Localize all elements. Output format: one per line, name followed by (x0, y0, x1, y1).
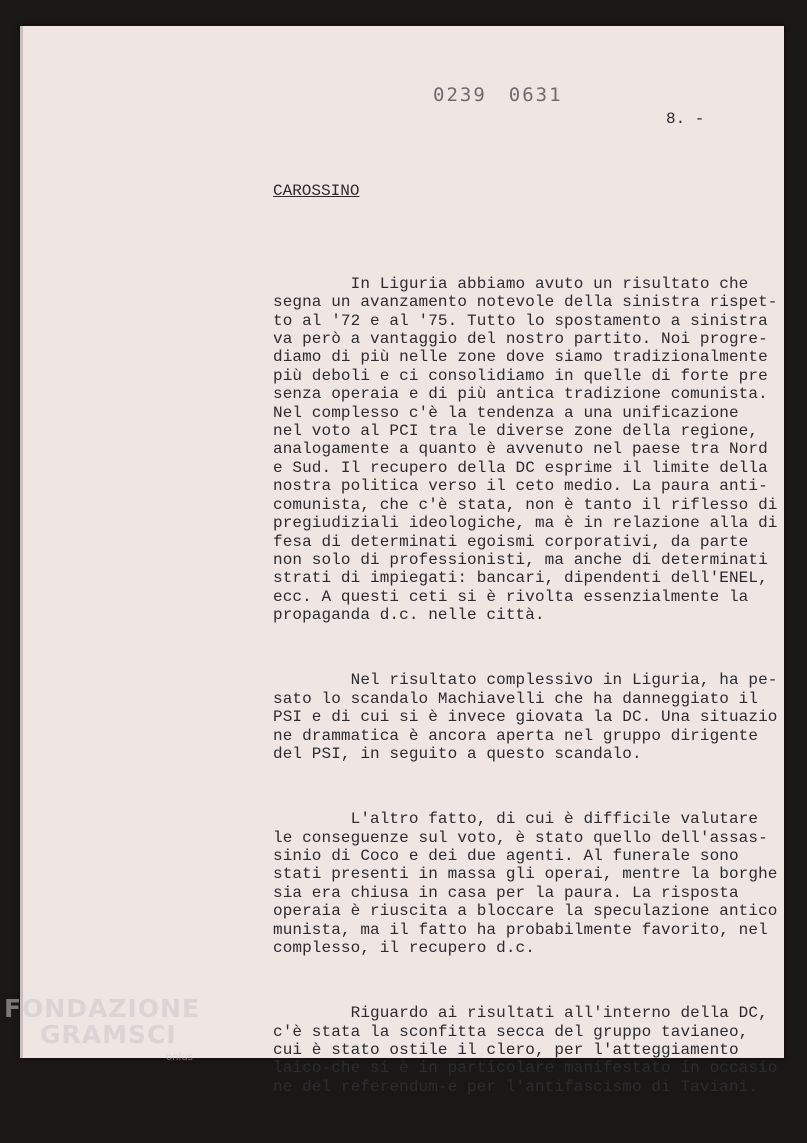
stamp-number-left: 0239 (433, 84, 487, 106)
document-page (20, 26, 784, 1096)
paragraph-3: L'altro fatto, di cui è difficile valutare le conseguenze sul voto, è stato quello dell'assas- sinio di Coco e dei due agenti. Al funerale sono stati presenti in massa gli operai, mentre la borghe sia era chiusa in casa per la paura. La risposta operaia è riuscita a bloccare la speculazione antico munista, ma il fatto ha probabilmente favorito, nel complesso, il recupero d.c. (273, 810, 778, 958)
watermark-line2: GRAMSCI (40, 1020, 177, 1049)
stamp-number-right: 0631 (508, 84, 563, 106)
document-body (273, 238, 783, 1143)
page-number: 8. - (666, 110, 705, 128)
archive-stamp (433, 84, 585, 106)
paragraph-4: Riguardo ai risultati all'interno della DC, c'è stata la sconfitta secca del gruppo tavianeo, cui è stato ostile il clero, per l'atteggiamento laico-che si è in particolare manifestato in occasio ne del referendum-e per l'antifascismo di Taviani. (273, 1004, 778, 1096)
speaker-heading: CAROSSINO (273, 182, 360, 200)
paragraph-2: Nel risultato complessivo in Liguria, ha pe- sato lo scandalo Machiavelli che ha danneggiato il PSI e di cui si è invece giovata la DC. Una situazio ne drammatica è ancora aperta nel gruppo dirigente del PSI, in seguito a questo scandalo. (273, 671, 778, 763)
watermark-line3: onlus (166, 1052, 193, 1063)
watermark-line1: FONDAZIONE (4, 994, 201, 1023)
paragraph-1: In Liguria abbiamo avuto un risultato che segna un avanzamento notevole della sinistra rispet- to al '72 e al '75. Tutto lo spostamento a sinistra va però a vantaggio del nostro partito. Noi progre- diamo di più nelle zone dove siamo tradizionalmente più deboli e ci consolidiamo in quelle di forte pre senza operaia e di più antica tradizione comunista. Nel complesso c'è la tendenza a una unificazione nel voto al PCI tra le diverse zone della regione, analogamente a quanto è avvenuto nel paese tra Nord e Sud. Il recupero della DC esprime il limite della nostra politica verso il ceto medio. La paura anti- comunista, che c'è stata, non è tanto il riflesso di pregiudiziali ideologiche, ma è in relazione alla di fesa di determinati egoismi corporativi, da parte non solo di professionisti, ma anche di determinati strati di impiegati: bancari, dipendenti dell'ENEL, ecc. A questi ceti si è rivolta essenzialmente la propaganda d.c. nelle città. (273, 274, 778, 625)
